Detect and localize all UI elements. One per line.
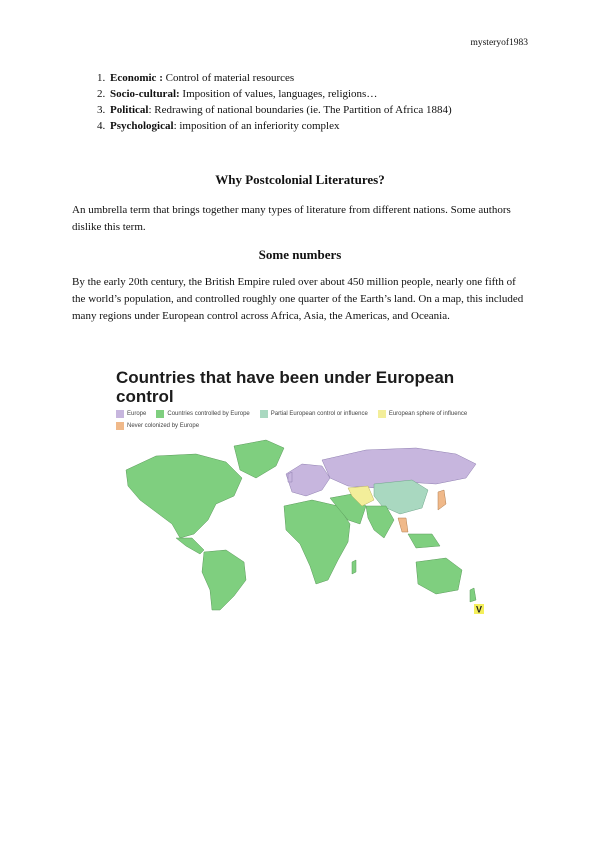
section-body-some-numbers: By the early 20th century, the British Empire ruled over about 450 million people, nearly one fifth of the world’s population, and controlled roughly one quarter of the Earth’s land. On a map, this included many regions under European control across Africa, Asia, the Americas, and Oceania. [72, 276, 524, 322]
legend-item-never [116, 422, 199, 430]
map-region-africa [284, 500, 350, 584]
legend-label: European sphere of influence [388, 411, 468, 417]
map-region-southeast-asia [408, 534, 440, 548]
legend-item-europe [116, 410, 146, 418]
page-header-author: mysteryof1983 [470, 38, 528, 48]
map-region-japan [438, 490, 446, 510]
list-item [108, 118, 548, 134]
legend-label: Countries controlled by Europe [167, 411, 250, 417]
list-item [108, 70, 548, 86]
legend-item-partial [260, 410, 368, 418]
legend-swatch [156, 410, 164, 418]
list-item-text: : imposition of an inferiority complex [173, 120, 340, 132]
map-region-australia [416, 558, 462, 594]
map-region-thailand [398, 518, 408, 532]
legend-swatch [260, 410, 268, 418]
map-region-south-america [202, 550, 246, 610]
list-item-term: Socio-cultural: [110, 88, 180, 100]
world-map [116, 434, 488, 614]
section-heading-some-numbers: Some numbers [258, 247, 342, 262]
map-region-central-america [176, 538, 204, 554]
map-region-madagascar [352, 560, 356, 574]
list-item-text: : Redrawing of national boundaries (ie. The Partition of Africa 1884) [148, 104, 452, 116]
legend-swatch [116, 422, 124, 430]
list-item-text: Imposition of values, languages, religions… [179, 88, 378, 100]
legend-swatch [116, 410, 124, 418]
legend-item-sphere [378, 410, 467, 418]
colonial-map-figure [116, 368, 488, 616]
list-item-term: Political [110, 104, 149, 116]
map-region-europe [286, 464, 330, 496]
map-legend [116, 410, 488, 434]
section-heading-why-postcolonial: Why Postcolonial Literatures? [215, 172, 385, 187]
legend-label: Never colonized by Europe [127, 423, 200, 429]
legend-swatch [378, 410, 386, 418]
section-body-why-postcolonial: An umbrella term that brings together many types of literature from different nations. Some authors dislike this term. [72, 204, 511, 233]
map-region-new-zealand [470, 588, 476, 602]
legend-label: Partial European control or influence [270, 411, 368, 417]
map-title: Countries that have been under European control [116, 368, 455, 406]
publisher-logo-mark: V [476, 604, 483, 614]
legend-item-controlled [156, 410, 249, 418]
map-region-south-asia [366, 506, 394, 538]
colonialism-causes-list [88, 70, 548, 134]
list-item [108, 102, 548, 118]
map-region-greenland [234, 440, 284, 478]
map-region-north-america [126, 454, 242, 538]
list-item-term: Economic : [110, 72, 163, 84]
map-region-uk [288, 472, 292, 482]
list-item-text: Control of material resources [162, 72, 295, 84]
list-item-term: Psychological [110, 120, 174, 132]
list-item [108, 86, 548, 102]
legend-label: Europe [127, 411, 147, 417]
